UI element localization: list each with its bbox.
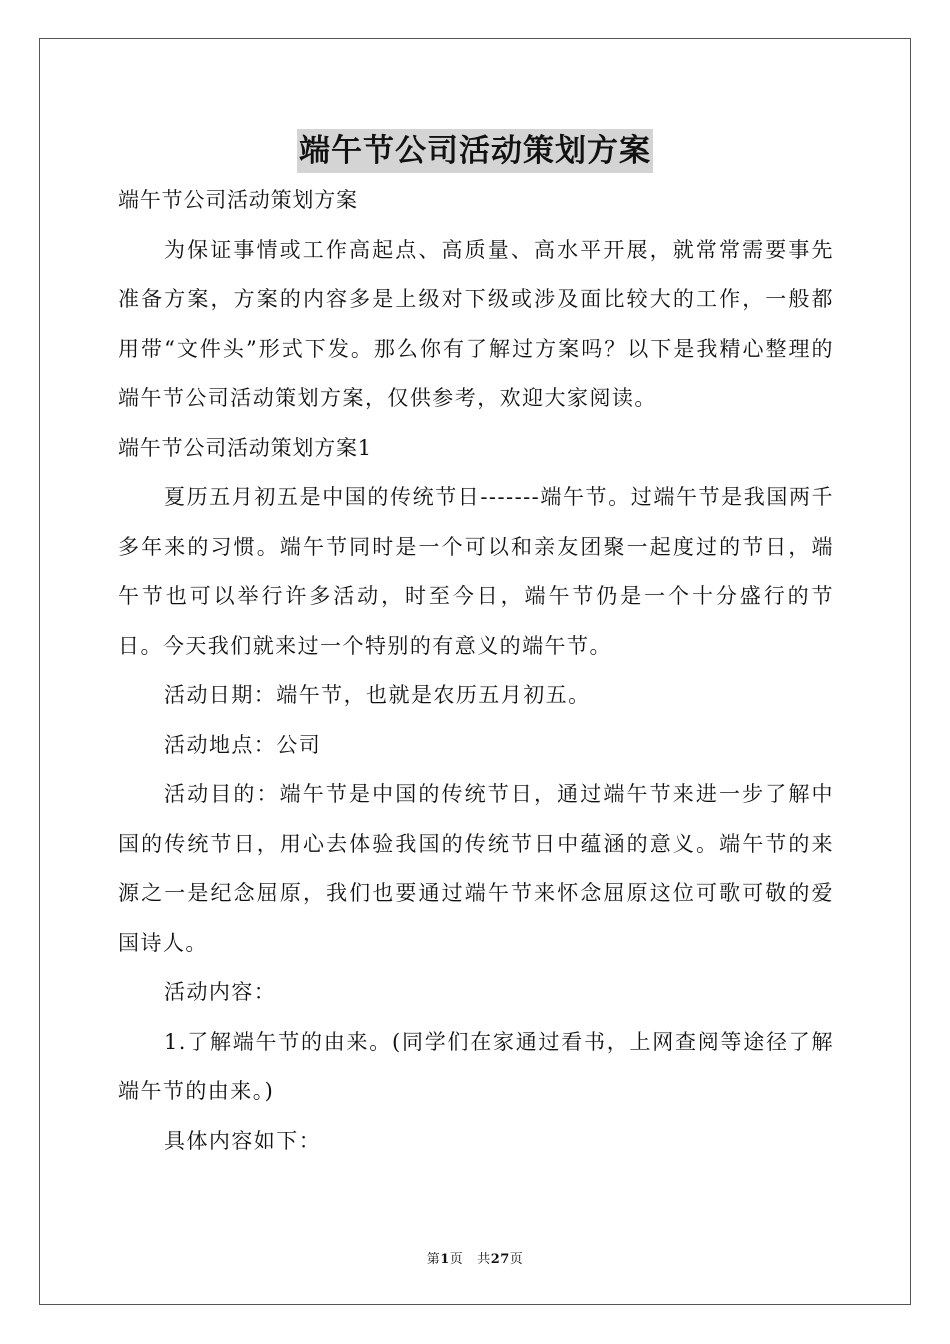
total-prefix: 共 [477, 1252, 491, 1267]
activity-location: 活动地点：公司 [164, 732, 322, 757]
section-heading: 端午节公司活动策划方案1 [118, 435, 372, 460]
activity-content-heading: 活动内容： [164, 980, 277, 1004]
document-subtitle: 端午节公司活动策划方案 [118, 188, 358, 212]
document-title: 端午节公司活动策划方案 [0, 128, 950, 173]
page-suffix: 页 [449, 1252, 464, 1267]
activity-date: 活动日期：端午节，也就是农历五月初五。 [164, 683, 591, 707]
details-heading: 具体内容如下： [164, 1128, 322, 1153]
body-paragraph: 夏历五月初五是中国的传统节日-------端午节。过端午节是我国两千多年来的习惯。端午节同时是一个可以和亲友团聚一起度过的节日，端午节也可以举行许多活动，时至今日，端午节仍是一个十分盛行的节日。今天我们就来过一个特别的有意义的端午节。 [118, 485, 834, 658]
document-body [118, 176, 834, 1166]
total-suffix: 页 [509, 1252, 524, 1267]
page-number: 1 [440, 1252, 450, 1267]
page-prefix: 第 [426, 1252, 441, 1267]
total-pages: 27 [490, 1252, 510, 1267]
activity-purpose: 活动目的：端午节是中国的传统节日，通过端午节来进一步了解中国的传统节日，用心去体验我国的传统节日中蕴涵的意义。端午节的来源之一是纪念屈原，我们也要通过端午节来怀念屈原这位可歌可敬的爱国诗人。 [118, 782, 834, 955]
activity-item: 1.了解端午节的由来。(同学们在家通过看书，上网查阅等途径了解端午节的由来。) [118, 1029, 834, 1103]
intro-paragraph: 为保证事情或工作高起点、高质量、高水平开展，就常常需要事先准备方案，方案的内容多是上级对下级或涉及面比较大的工作，一般都用带“文件头”形式下发。那么你有了解过方案吗？以下是我精心整理的端午节公司活动策划方案，仅供参考，欢迎大家阅读。 [118, 237, 834, 410]
page-footer [0, 1248, 950, 1267]
